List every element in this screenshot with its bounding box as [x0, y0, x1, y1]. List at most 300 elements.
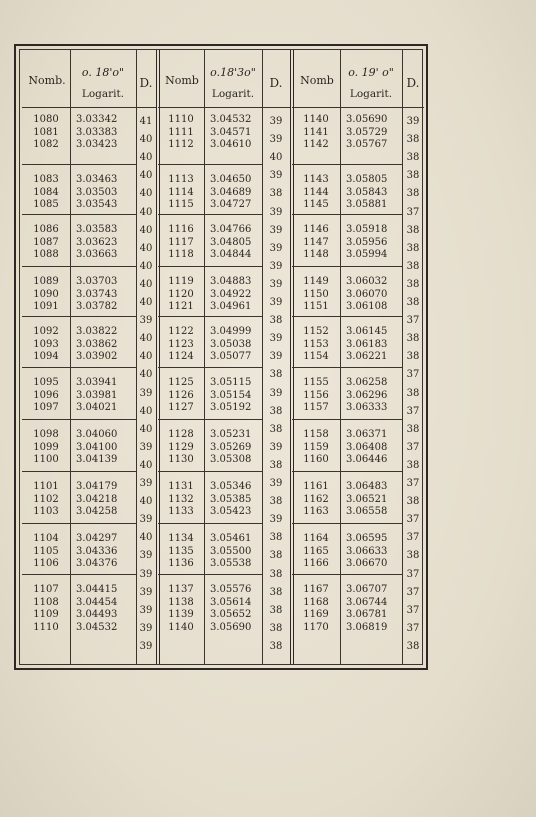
table-cell-difference: 39 [269, 441, 283, 453]
table-cell-difference: 37 [406, 568, 420, 580]
table-cell-number: 1166 [303, 558, 329, 569]
group-rule [292, 316, 402, 317]
table-cell-number: 1126 [168, 389, 194, 401]
table-cell-number: 1115 [168, 199, 194, 210]
table-cell-logarithm: 3.05690 [346, 114, 388, 125]
group-rule [158, 316, 262, 317]
table-cell-difference: 39 [139, 315, 153, 327]
header-d: D. [139, 76, 153, 90]
table-cell-number: 1131 [168, 481, 194, 492]
table-cell-number: 1148 [303, 249, 329, 260]
table-cell-logarithm: 3.05994 [346, 249, 388, 260]
table-cell-logarithm: 3.05308 [210, 454, 252, 465]
table-cell-logarithm: 3.03623 [76, 236, 118, 248]
table-cell-number: 1118 [168, 249, 194, 260]
table-cell-difference: 38 [406, 351, 420, 363]
table-cell-number: 1105 [33, 545, 59, 557]
group-rule [158, 471, 262, 472]
table-cell-logarithm: 3.06296 [346, 389, 388, 401]
table-cell-difference: 38 [406, 242, 420, 254]
group-rule [158, 523, 262, 524]
table-cell-number: 1117 [168, 236, 194, 248]
table-cell-difference: 37 [406, 532, 420, 544]
table-cell-difference: 38 [269, 550, 283, 562]
table-cell-number: 1084 [33, 186, 59, 198]
table-cell-difference: 38 [269, 459, 283, 471]
table-cell-logarithm: 3.05192 [210, 402, 252, 413]
table-cell-logarithm: 3.05385 [210, 493, 252, 505]
table-cell-number: 1090 [33, 288, 59, 300]
table-cell-number: 1119 [168, 276, 194, 287]
table-cell-difference: 38 [406, 170, 420, 182]
table-cell-logarithm: 3.06483 [346, 481, 388, 492]
table-cell-number: 1140 [303, 114, 329, 125]
group-rule [158, 419, 262, 420]
table-cell-logarithm: 3.06108 [346, 301, 388, 312]
table-block-1 [22, 50, 156, 664]
table-cell-number: 1155 [303, 377, 329, 388]
table-cell-number: 1160 [303, 454, 329, 465]
table-cell-difference: 37 [406, 604, 420, 616]
table-cell-number: 1127 [168, 402, 194, 413]
table-cell-difference: 40 [139, 532, 153, 544]
table-cell-number: 1116 [168, 224, 194, 235]
table-cell-logarithm: 3.05843 [346, 186, 388, 198]
table-cell-number: 1164 [303, 533, 329, 544]
table-cell-number: 1114 [168, 186, 194, 198]
table-cell-logarithm: 3.06446 [346, 454, 388, 465]
group-rule [22, 266, 136, 267]
table-cell-logarithm: 3.06408 [346, 441, 388, 453]
group-rule [292, 419, 402, 420]
table-cell-logarithm: 3.03703 [76, 276, 118, 287]
table-cell-number: 1092 [33, 326, 59, 337]
table-cell-difference: 39 [139, 441, 153, 453]
table-cell-number: 1134 [168, 533, 194, 544]
table-cell-logarithm: 3.03583 [76, 224, 118, 235]
table-cell-logarithm: 3.05269 [210, 441, 252, 453]
table-cell-difference: 40 [139, 405, 153, 417]
table-cell-number: 1095 [33, 377, 59, 388]
table-cell-logarithm: 3.05115 [210, 377, 252, 388]
table-cell-logarithm: 3.05154 [210, 389, 252, 401]
group-rule [22, 574, 136, 575]
table-cell-number: 1156 [303, 389, 329, 401]
header-rule [158, 107, 290, 108]
table-cell-difference: 37 [406, 586, 420, 598]
logarithm-table [14, 44, 428, 670]
table-cell-logarithm: 3.03543 [76, 199, 118, 210]
table-cell-logarithm: 3.06145 [346, 326, 388, 337]
table-cell-logarithm: 3.04883 [210, 276, 252, 287]
table-cell-number: 1170 [303, 621, 329, 633]
table-cell-number: 1132 [168, 493, 194, 505]
table-cell-logarithm: 3.05918 [346, 224, 388, 235]
table-cell-difference: 40 [139, 278, 153, 290]
table-cell-number: 1147 [303, 236, 329, 248]
table-cell-number: 1137 [168, 584, 194, 595]
table-cell-number: 1101 [33, 481, 59, 492]
table-cell-logarithm: 3.04532 [210, 114, 252, 125]
group-rule [158, 214, 262, 215]
table-cell-logarithm: 3.04689 [210, 186, 252, 198]
table-cell-logarithm: 3.04961 [210, 301, 252, 312]
table-cell-number: 1145 [303, 199, 329, 210]
table-cell-logarithm: 3.04060 [76, 429, 118, 440]
table-cell-difference: 38 [406, 278, 420, 290]
table-cell-difference: 38 [269, 405, 283, 417]
table-cell-difference: 40 [139, 242, 153, 254]
table-cell-logarithm: 3.05956 [346, 236, 388, 248]
table-cell-difference: 37 [406, 405, 420, 417]
table-cell-difference: 38 [269, 532, 283, 544]
table-cell-difference: 38 [269, 369, 283, 381]
group-rule [22, 214, 136, 215]
table-cell-number: 1133 [168, 506, 194, 517]
table-cell-difference: 40 [139, 423, 153, 435]
table-cell-number: 1153 [303, 338, 329, 350]
table-cell-logarithm: 3.04179 [76, 481, 118, 492]
table-cell-logarithm: 3.03423 [76, 139, 118, 150]
table-inner-border [19, 49, 423, 665]
table-cell-logarithm: 3.04766 [210, 224, 252, 235]
table-cell-difference: 38 [406, 423, 420, 435]
table-cell-number: 1128 [168, 429, 194, 440]
table-cell-difference: 38 [406, 297, 420, 308]
group-rule [22, 523, 136, 524]
table-cell-logarithm: 3.04415 [76, 584, 118, 595]
table-cell-number: 1152 [303, 326, 329, 337]
table-cell-difference: 40 [139, 333, 153, 345]
table-cell-difference: 38 [406, 152, 420, 164]
table-cell-logarithm: 3.06670 [346, 558, 388, 569]
table-cell-difference: 40 [139, 188, 153, 200]
table-cell-difference: 39 [269, 333, 283, 345]
table-cell-difference: 39 [269, 514, 283, 526]
table-cell-number: 1150 [303, 288, 329, 300]
group-rule [22, 367, 136, 368]
table-cell-logarithm: 3.06595 [346, 533, 388, 544]
table-cell-logarithm: 3.06521 [346, 493, 388, 505]
table-cell-logarithm: 3.04218 [76, 493, 118, 505]
table-cell-logarithm: 3.04610 [210, 139, 252, 150]
table-cell-number: 1167 [303, 584, 329, 595]
table-cell-difference: 38 [406, 333, 420, 345]
table-cell-number: 1144 [303, 186, 329, 198]
table-cell-number: 1141 [303, 126, 329, 138]
table-cell-logarithm: 3.03981 [76, 389, 118, 401]
table-cell-difference: 40 [139, 152, 153, 164]
table-cell-difference: 38 [406, 134, 420, 146]
table-cell-difference: 39 [139, 604, 153, 616]
table-cell-difference: 38 [406, 496, 420, 508]
table-cell-difference: 38 [269, 586, 283, 598]
col-divider [204, 50, 205, 664]
table-cell-logarithm: 3.03743 [76, 288, 118, 300]
table-cell-logarithm: 3.05038 [210, 338, 252, 350]
table-cell-logarithm: 3.05881 [346, 199, 388, 210]
table-cell-difference: 38 [406, 224, 420, 236]
table-cell-logarithm: 3.04844 [210, 249, 252, 260]
table-cell-logarithm: 3.04454 [76, 596, 118, 608]
table-cell-number: 1122 [168, 326, 194, 337]
table-cell-logarithm: 3.03463 [76, 174, 118, 185]
header-degree: o. 18'o" [81, 66, 125, 79]
header-logarit: Logarit. [349, 88, 393, 100]
table-cell-logarithm: 3.06819 [346, 621, 388, 633]
table-cell-number: 1106 [33, 558, 59, 569]
table-cell-number: 1091 [33, 301, 59, 312]
header-degree: o.18'3o" [210, 66, 256, 79]
table-cell-number: 1129 [168, 441, 194, 453]
group-rule [292, 523, 402, 524]
header-nomb: Nomb [300, 74, 334, 87]
table-cell-number: 1136 [168, 558, 194, 569]
table-cell-difference: 39 [139, 550, 153, 562]
table-cell-logarithm: 3.03503 [76, 186, 118, 198]
table-cell-number: 1080 [33, 114, 59, 125]
table-cell-difference: 38 [406, 550, 420, 562]
table-cell-number: 1138 [168, 596, 194, 608]
table-cell-difference: 39 [269, 297, 283, 308]
table-cell-difference: 37 [406, 478, 420, 489]
header-logarit: Logarit. [211, 88, 255, 100]
group-rule [292, 471, 402, 472]
header-degree: o. 19' o" [348, 66, 394, 79]
table-cell-difference: 38 [269, 496, 283, 508]
table-cell-number: 1109 [33, 609, 59, 620]
table-cell-number: 1097 [33, 402, 59, 413]
group-rule [292, 266, 402, 267]
table-cell-number: 1124 [168, 351, 194, 362]
table-cell-difference: 39 [269, 134, 283, 146]
table-cell-number: 1102 [33, 493, 59, 505]
table-cell-difference: 39 [139, 622, 153, 634]
table-cell-number: 1143 [303, 174, 329, 185]
group-rule [292, 164, 402, 165]
table-cell-logarithm: 3.04922 [210, 288, 252, 300]
table-cell-logarithm: 3.04493 [76, 609, 118, 620]
table-cell-number: 1159 [303, 441, 329, 453]
table-cell-number: 1162 [303, 493, 329, 505]
table-cell-difference: 38 [269, 604, 283, 616]
table-cell-number: 1163 [303, 506, 329, 517]
table-cell-logarithm: 3.06258 [346, 377, 388, 388]
table-cell-logarithm: 3.03663 [76, 249, 118, 260]
table-cell-logarithm: 3.03782 [76, 301, 118, 312]
table-cell-number: 1104 [33, 533, 59, 544]
table-cell-logarithm: 3.03342 [76, 114, 118, 125]
table-cell-logarithm: 3.06333 [346, 402, 388, 413]
table-cell-logarithm: 3.05077 [210, 351, 252, 362]
table-cell-logarithm: 3.06744 [346, 596, 388, 608]
table-cell-logarithm: 3.04650 [210, 174, 252, 185]
table-cell-number: 1088 [33, 249, 59, 260]
table-cell-logarithm: 3.04021 [76, 402, 118, 413]
table-cell-difference: 38 [269, 622, 283, 634]
table-cell-difference: 40 [139, 351, 153, 363]
table-cell-difference: 40 [139, 459, 153, 471]
table-cell-number: 1113 [168, 174, 194, 185]
table-cell-logarithm: 3.05690 [210, 621, 252, 633]
table-cell-difference: 37 [406, 441, 420, 453]
table-cell-difference: 37 [406, 315, 420, 327]
table-cell-difference: 39 [269, 170, 283, 182]
table-cell-difference: 40 [139, 206, 153, 218]
group-rule [292, 214, 402, 215]
table-cell-difference: 39 [139, 568, 153, 580]
table-cell-number: 1140 [168, 621, 194, 633]
table-cell-logarithm: 3.05538 [210, 558, 252, 569]
table-cell-difference: 39 [269, 116, 283, 127]
table-cell-difference: 37 [406, 206, 420, 218]
table-cell-number: 1149 [303, 276, 329, 287]
table-cell-number: 1085 [33, 199, 59, 210]
table-block-2 [158, 50, 290, 664]
table-cell-number: 1139 [168, 609, 194, 620]
table-cell-number: 1083 [33, 174, 59, 185]
table-cell-number: 1096 [33, 389, 59, 401]
table-cell-number: 1168 [303, 596, 329, 608]
table-cell-number: 1081 [33, 126, 59, 138]
table-cell-logarithm: 3.04139 [76, 454, 118, 465]
header-rule [22, 107, 156, 108]
table-cell-logarithm: 3.06032 [346, 276, 388, 287]
table-cell-difference: 40 [139, 297, 153, 308]
table-cell-logarithm: 3.06707 [346, 584, 388, 595]
table-cell-number: 1165 [303, 545, 329, 557]
table-block-3 [292, 50, 424, 664]
table-cell-logarithm: 3.03383 [76, 126, 118, 138]
table-cell-difference: 38 [269, 568, 283, 580]
table-cell-number: 1135 [168, 545, 194, 557]
table-cell-logarithm: 3.06183 [346, 338, 388, 350]
table-cell-difference: 39 [406, 116, 420, 127]
table-cell-difference: 37 [406, 622, 420, 634]
table-cell-difference: 39 [269, 224, 283, 236]
table-cell-difference: 38 [406, 387, 420, 399]
table-cell-difference: 39 [139, 478, 153, 489]
group-rule [22, 419, 136, 420]
table-cell-difference: 38 [406, 459, 420, 471]
table-cell-logarithm: 3.06371 [346, 429, 388, 440]
table-cell-difference: 37 [406, 369, 420, 381]
table-cell-difference: 39 [269, 242, 283, 254]
table-cell-difference: 39 [139, 514, 153, 526]
table-cell-number: 1146 [303, 224, 329, 235]
table-cell-number: 1100 [33, 454, 59, 465]
table-cell-logarithm: 3.05231 [210, 429, 252, 440]
col-divider [340, 50, 341, 664]
table-cell-difference: 40 [139, 170, 153, 182]
table-cell-difference: 40 [139, 260, 153, 272]
table-cell-number: 1094 [33, 351, 59, 362]
group-rule [22, 316, 136, 317]
table-cell-difference: 40 [139, 224, 153, 236]
table-cell-difference: 38 [269, 188, 283, 200]
table-cell-difference: 40 [139, 496, 153, 508]
table-cell-logarithm: 3.05805 [346, 174, 388, 185]
table-cell-logarithm: 3.03941 [76, 377, 118, 388]
table-cell-number: 1089 [33, 276, 59, 287]
group-rule [22, 164, 136, 165]
table-cell-difference: 39 [269, 478, 283, 489]
table-cell-logarithm: 3.04336 [76, 545, 118, 557]
header-d: D. [406, 76, 420, 90]
table-cell-difference: 39 [139, 387, 153, 399]
table-cell-number: 1120 [168, 288, 194, 300]
table-cell-logarithm: 3.05729 [346, 126, 388, 138]
table-cell-logarithm: 3.03862 [76, 338, 118, 350]
table-cell-logarithm: 3.05346 [210, 481, 252, 492]
table-cell-number: 1158 [303, 429, 329, 440]
table-cell-number: 1142 [303, 139, 329, 150]
table-cell-number: 1125 [168, 377, 194, 388]
table-cell-difference: 38 [269, 640, 283, 652]
table-cell-difference: 39 [269, 206, 283, 218]
table-cell-difference: 38 [406, 260, 420, 272]
table-cell-logarithm: 3.05500 [210, 545, 252, 557]
table-cell-number: 1086 [33, 224, 59, 235]
table-cell-logarithm: 3.03822 [76, 326, 118, 337]
table-cell-difference: 40 [139, 134, 153, 146]
table-cell-number: 1112 [168, 139, 194, 150]
table-cell-number: 1110 [33, 621, 59, 633]
table-cell-difference: 39 [139, 640, 153, 652]
table-cell-logarithm: 3.04376 [76, 558, 118, 569]
table-cell-logarithm: 3.04727 [210, 199, 252, 210]
table-cell-number: 1099 [33, 441, 59, 453]
table-cell-logarithm: 3.05767 [346, 139, 388, 150]
table-cell-difference: 40 [139, 369, 153, 381]
table-cell-number: 1169 [303, 609, 329, 620]
table-cell-logarithm: 3.05576 [210, 584, 252, 595]
table-cell-logarithm: 3.06558 [346, 506, 388, 517]
header-logarit: Logarit. [81, 88, 125, 100]
table-cell-logarithm: 3.04532 [76, 621, 118, 633]
table-cell-number: 1110 [168, 114, 194, 125]
table-cell-number: 1154 [303, 351, 329, 362]
table-cell-logarithm: 3.06781 [346, 609, 388, 620]
table-cell-number: 1107 [33, 584, 59, 595]
table-cell-number: 1121 [168, 301, 194, 312]
table-cell-number: 1151 [303, 301, 329, 312]
table-cell-logarithm: 3.04258 [76, 506, 118, 517]
table-cell-logarithm: 3.04999 [210, 326, 252, 337]
table-cell-difference: 39 [269, 278, 283, 290]
table-cell-number: 1111 [168, 126, 194, 138]
group-rule [158, 164, 262, 165]
table-cell-logarithm: 3.04100 [76, 441, 118, 453]
table-cell-logarithm: 3.03902 [76, 351, 118, 362]
table-cell-number: 1093 [33, 338, 59, 350]
table-cell-logarithm: 3.04297 [76, 533, 118, 544]
table-cell-logarithm: 3.04805 [210, 236, 252, 248]
table-cell-number: 1082 [33, 139, 59, 150]
group-rule [158, 367, 262, 368]
table-cell-number: 1130 [168, 454, 194, 465]
col-divider [70, 50, 71, 664]
header-d: D. [269, 76, 283, 90]
table-cell-difference: 38 [269, 423, 283, 435]
table-cell-logarithm: 3.06633 [346, 545, 388, 557]
table-cell-number: 1103 [33, 506, 59, 517]
table-cell-number: 1161 [303, 481, 329, 492]
table-cell-difference: 39 [269, 387, 283, 399]
group-rule [158, 574, 262, 575]
table-cell-number: 1098 [33, 429, 59, 440]
group-rule [292, 574, 402, 575]
